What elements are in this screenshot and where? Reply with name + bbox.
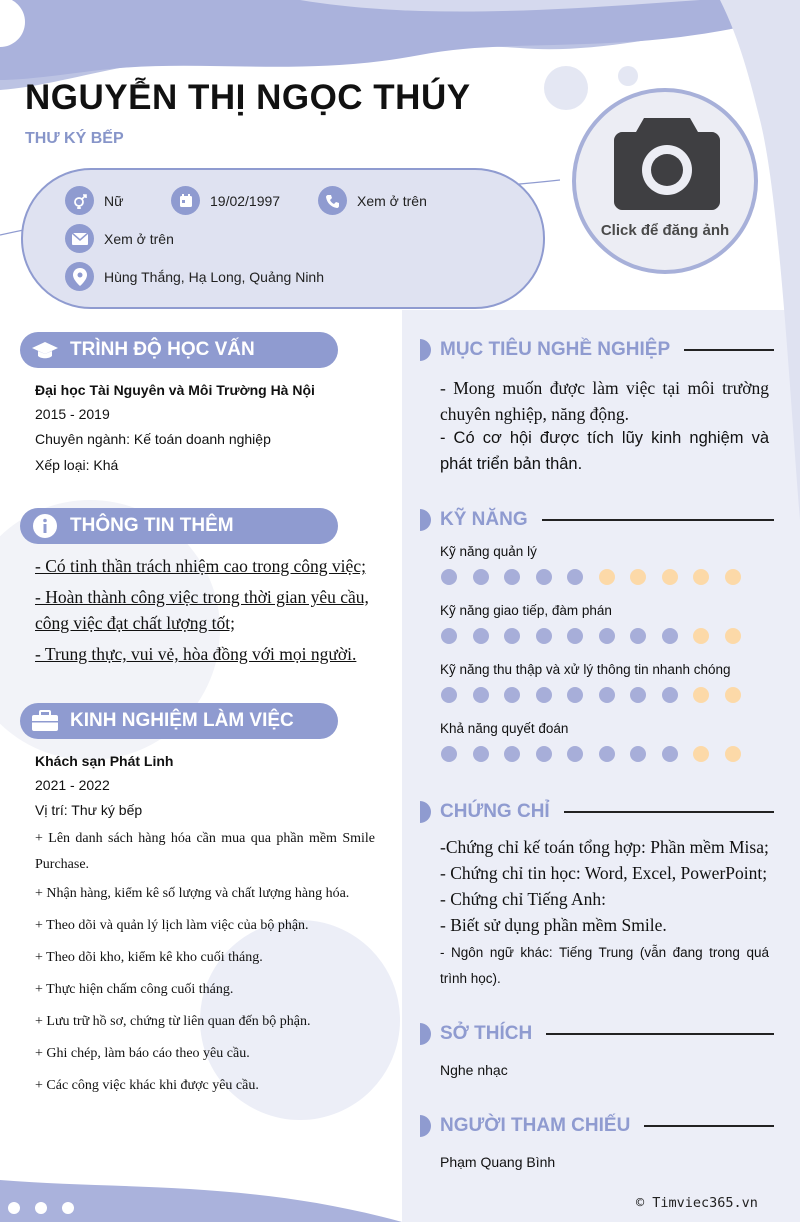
experience-duty-7: + Ghi chép, làm báo cáo theo yêu cầu. bbox=[35, 1046, 250, 1061]
education-years: 2015 - 2019 bbox=[35, 406, 110, 422]
skill-dot-empty bbox=[693, 628, 709, 644]
experience-years: 2021 - 2022 bbox=[35, 777, 110, 793]
contact-email bbox=[65, 224, 174, 253]
skill-dot-filled bbox=[567, 628, 583, 644]
section-skills-header bbox=[420, 507, 774, 533]
certificate-line-2: - Chứng chỉ tin học: Word, Excel, PowerPoint; bbox=[440, 863, 768, 883]
skill-dot-filled bbox=[567, 687, 583, 703]
camera-icon bbox=[614, 118, 720, 210]
skill-dot-filled bbox=[630, 628, 646, 644]
photo-upload-label: Click để đăng ảnh bbox=[600, 222, 730, 239]
experience-title: KINH NGHIỆM LÀM VIỆC bbox=[70, 710, 294, 731]
skill-dot-empty bbox=[725, 687, 741, 703]
skill-dot-filled bbox=[504, 687, 520, 703]
education-title: TRÌNH ĐỘ HỌC VẤN bbox=[70, 339, 255, 360]
skill-dot-empty bbox=[630, 569, 646, 585]
section-hobbies-header bbox=[420, 1021, 774, 1047]
objective-title: MỤC TIÊU NGHỀ NGHIỆP bbox=[440, 339, 671, 360]
skill-dot-filled bbox=[473, 746, 489, 762]
certificate-line-1: -Chứng chỉ kế toán tổng hợp: Phần mềm Misa; bbox=[440, 837, 769, 857]
skill-dot-filled bbox=[630, 746, 646, 762]
skill-dot-filled bbox=[567, 569, 583, 585]
skill-dot-filled bbox=[473, 628, 489, 644]
references-title: NGƯỜI THAM CHIẾU bbox=[440, 1115, 631, 1136]
skill-dot-filled bbox=[504, 746, 520, 762]
skill-dot-filled bbox=[662, 687, 678, 703]
experience-duty-8: + Các công việc khác khi được yêu cầu. bbox=[35, 1078, 259, 1093]
skill-dot-empty bbox=[662, 569, 678, 585]
section-references-header bbox=[420, 1113, 774, 1139]
skill-rating bbox=[441, 628, 756, 644]
skill-dot-filled bbox=[504, 628, 520, 644]
contact-phone bbox=[318, 186, 427, 215]
phone-value: Xem ở trên bbox=[357, 192, 427, 209]
skill-dot-empty bbox=[725, 569, 741, 585]
certificate-line-4: - Biết sử dụng phần mềm Smile. bbox=[440, 915, 667, 935]
briefcase-icon bbox=[20, 710, 70, 732]
skill-rating bbox=[441, 746, 756, 762]
experience-duty-1: + Lên danh sách hàng hóa cần mua qua phần mềm Smile Purchase. bbox=[35, 831, 375, 872]
skill-dot-empty bbox=[693, 746, 709, 762]
section-certificates-header bbox=[420, 799, 774, 825]
birthday-value: 19/02/1997 bbox=[210, 192, 281, 209]
graduation-cap-icon bbox=[20, 340, 70, 360]
certificates-title: CHỨNG CHỈ bbox=[440, 801, 550, 822]
contact-box bbox=[21, 168, 545, 309]
skill-name: Khả năng quyết đoán bbox=[440, 721, 569, 736]
hobbies-title: SỞ THÍCH bbox=[440, 1023, 533, 1044]
skill-dot-filled bbox=[567, 746, 583, 762]
info-icon bbox=[20, 513, 70, 539]
experience-duty-5: + Thực hiện chấm công cuối tháng. bbox=[35, 982, 234, 997]
experience-position: Vị trí: Thư ký bếp bbox=[35, 802, 143, 818]
skill-dot-empty bbox=[693, 569, 709, 585]
references-text: Phạm Quang Bình bbox=[440, 1154, 556, 1170]
skill-rating bbox=[441, 687, 756, 703]
objective-line-2: - Có cơ hội được tích lũy kinh nghiệm và phát triển bản thân. bbox=[440, 429, 769, 473]
objective-line-1: - Mong muốn được làm việc tại môi trường chuyên nghiệp, năng động. bbox=[440, 378, 769, 424]
section-extra-header bbox=[20, 508, 338, 544]
candidate-name: NGUYỄN THỊ NGỌC THÚY bbox=[25, 78, 471, 117]
contact-address bbox=[65, 262, 324, 291]
skill-dot-filled bbox=[599, 746, 615, 762]
skill-dot-filled bbox=[536, 746, 552, 762]
gender-icon bbox=[65, 186, 94, 215]
experience-duty-4: + Theo dõi kho, kiểm kê kho cuối tháng. bbox=[35, 950, 263, 965]
footer-copyright: © Timviec365.vn bbox=[636, 1195, 758, 1211]
skill-dot-filled bbox=[441, 746, 457, 762]
location-pin-icon bbox=[65, 262, 94, 291]
address-value: Hùng Thắng, Hạ Long, Quảng Ninh bbox=[104, 268, 325, 285]
extra-line-1: - Có tinh thần trách nhiệm cao trong công việc; bbox=[35, 556, 366, 576]
experience-company: Khách sạn Phát Linh bbox=[35, 753, 174, 769]
skill-dot-filled bbox=[536, 569, 552, 585]
skill-dot-filled bbox=[441, 628, 457, 644]
skill-name: Kỹ năng thu thập và xử lý thông tin nhanh chóng bbox=[440, 662, 731, 677]
skill-dot-filled bbox=[599, 687, 615, 703]
skill-dot-empty bbox=[693, 687, 709, 703]
education-major: Chuyên ngành: Kế toán doanh nghiệp bbox=[35, 431, 271, 447]
skill-dot-filled bbox=[662, 746, 678, 762]
skill-dot-empty bbox=[725, 746, 741, 762]
skill-name: Kỹ năng giao tiếp, đàm phán bbox=[440, 603, 612, 618]
skill-dot-empty bbox=[599, 569, 615, 585]
hobbies-text: Nghe nhạc bbox=[440, 1062, 508, 1078]
contact-birthday bbox=[171, 186, 280, 215]
contact-gender bbox=[65, 186, 123, 215]
phone-icon bbox=[318, 186, 347, 215]
skill-dot-filled bbox=[630, 687, 646, 703]
education-school: Đại học Tài Nguyên và Môi Trường Hà Nội bbox=[35, 382, 315, 398]
section-objective-header bbox=[420, 337, 774, 363]
extra-title: THÔNG TIN THÊM bbox=[70, 515, 234, 536]
extra-line-2a: - Hoàn thành công việc trong thời gian yêu cầu, bbox=[35, 587, 369, 607]
experience-duty-3: + Theo dõi và quản lý lịch làm việc của bộ phận. bbox=[35, 918, 309, 933]
skill-dot-filled bbox=[441, 687, 457, 703]
certificate-line-5: - Ngôn ngữ khác: Tiếng Trung (vẫn đang trong quá trình học). bbox=[440, 945, 769, 986]
skill-dot-filled bbox=[662, 628, 678, 644]
job-title: THƯ KÝ BẾP bbox=[25, 130, 124, 147]
skill-rating bbox=[441, 569, 756, 585]
section-education-header bbox=[20, 332, 338, 368]
skill-dot-empty bbox=[725, 628, 741, 644]
certificate-line-3: - Chứng chỉ Tiếng Anh: bbox=[440, 889, 607, 909]
skill-dot-filled bbox=[504, 569, 520, 585]
gender-value: Nữ bbox=[104, 192, 124, 209]
skill-dot-filled bbox=[441, 569, 457, 585]
skills-title: KỸ NĂNG bbox=[440, 509, 528, 530]
skill-dot-filled bbox=[473, 569, 489, 585]
extra-line-2b: công việc đạt chất lượng tốt; bbox=[35, 613, 236, 633]
extra-line-3: - Trung thực, vui vẻ, hòa đồng với mọi người. bbox=[35, 644, 357, 664]
skill-dot-filled bbox=[473, 687, 489, 703]
skill-dot-filled bbox=[599, 628, 615, 644]
email-value: Xem ở trên bbox=[104, 230, 174, 247]
skill-dot-filled bbox=[536, 687, 552, 703]
section-experience-header bbox=[20, 703, 338, 739]
experience-duty-6: + Lưu trữ hồ sơ, chứng từ liên quan đến bộ phận. bbox=[35, 1014, 311, 1029]
photo-upload[interactable] bbox=[572, 88, 758, 274]
skill-name: Kỹ năng quản lý bbox=[440, 544, 537, 559]
calendar-icon bbox=[171, 186, 200, 215]
experience-duty-2: + Nhận hàng, kiểm kê số lượng và chất lượng hàng hóa. bbox=[35, 886, 350, 901]
envelope-icon bbox=[65, 224, 94, 253]
education-grade: Xếp loại: Khá bbox=[35, 457, 119, 473]
skill-dot-filled bbox=[536, 628, 552, 644]
